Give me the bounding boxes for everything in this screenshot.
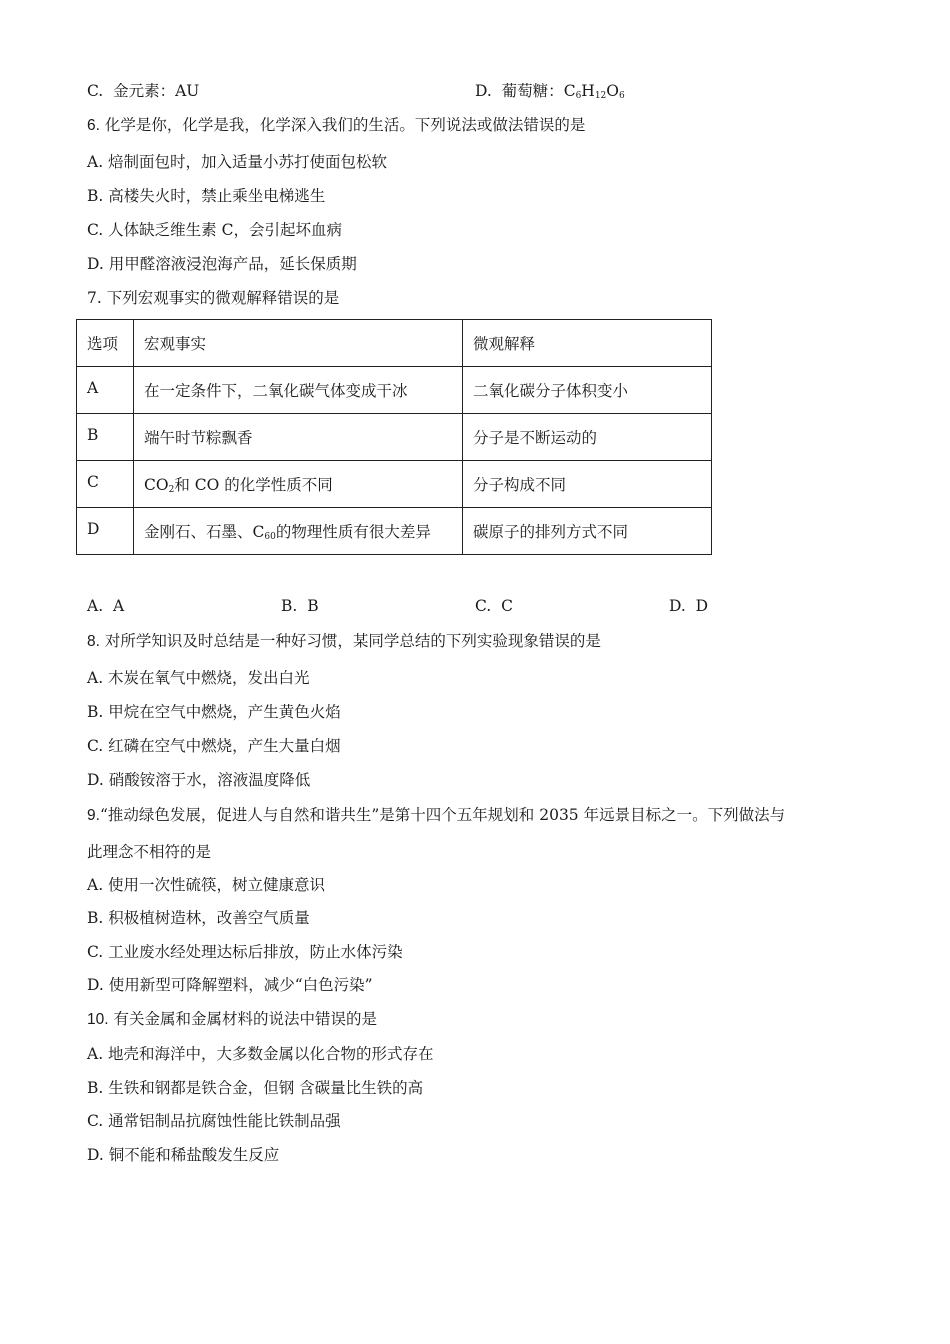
table-cell-option: B [77, 414, 134, 461]
q7-choice-c: C. C [475, 597, 513, 615]
table-header-cell: 宏观事实 [134, 320, 463, 367]
table-cell-fact: 在一定条件下，二氧化碳气体变成干冰 [134, 367, 463, 414]
table-cell-fact: $CO_2$和 CO 的化学性质不同 [134, 461, 463, 508]
table-header-row [77, 320, 712, 367]
table-cell-explanation: 分子构成不同 [463, 461, 712, 508]
q6-option-c: C. 人体缺乏维生素 C，会引起坏血病 [87, 221, 342, 239]
table-cell-option: A [77, 367, 134, 414]
q6-option-b: B. 高楼失火时，禁止乘坐电梯逃生 [87, 187, 326, 205]
q10-stem: 10. 有关金属和金属材料的说法中错误的是 [87, 1010, 378, 1028]
q7-stem: 7. 下列宏观事实的微观解释错误的是 [87, 289, 340, 307]
q8-stem: 8. 对所学知识及时总结是一种好习惯，某同学总结的下列实验现象错误的是 [87, 632, 601, 650]
q10-option-c: C. 通常铝制品抗腐蚀性能比铁制品强 [87, 1112, 341, 1130]
q9-stem: 9.“推动绿色发展，促进人与自然和谐共生”是第十四个五年规划和 2035 年远景目标之一。下列做法与 [87, 806, 786, 824]
q10-option-d: D. 铜不能和稀盐酸发生反应 [87, 1146, 280, 1164]
q9-stem-continued: 此理念不相符的是 [87, 843, 212, 861]
table-header-cell: 微观解释 [463, 320, 712, 367]
q7-table [76, 319, 712, 555]
table-row [77, 508, 712, 555]
q6-option-a: A. 焙制面包时，加入适量小苏打使面包松软 [87, 153, 388, 171]
q10-option-a: A. 地壳和海洋中，大多数金属以化合物的形式存在 [87, 1045, 434, 1063]
q6-stem: 6. 化学是你，化学是我，化学深入我们的生活。下列说法或做法错误的是 [87, 116, 586, 134]
q9-option-b: B. 积极植树造林，改善空气质量 [87, 909, 310, 927]
table-row [77, 367, 712, 414]
q7-choice-b: B. B [281, 597, 319, 615]
q10-option-b: B. 生铁和钢都是铁合金，但钢 含碳量比生铁的高 [87, 1079, 424, 1097]
q7-choice-a: A. A [87, 597, 125, 615]
q9-option-c: C. 工业废水经处理达标后排放，防止水体污染 [87, 943, 403, 961]
table-cell-explanation: 二氧化碳分子体积变小 [463, 367, 712, 414]
table-cell-fact: 端午时节粽飘香 [134, 414, 463, 461]
q8-option-a: A. 木炭在氧气中燃烧，发出白光 [87, 669, 310, 687]
q6-option-d: D. 用甲醛溶液浸泡海产品，延长保质期 [87, 255, 357, 273]
table-cell-option: D [77, 508, 134, 555]
table-cell-option: C [77, 461, 134, 508]
q8-option-b: B. 甲烷在空气中燃烧，产生黄色火焰 [87, 703, 341, 721]
q7-choice-d: D. D [669, 597, 709, 615]
q5-option-c: C. 金元素：AU [87, 82, 200, 100]
q9-option-a: A. 使用一次性硫筷，树立健康意识 [87, 876, 326, 894]
table-cell-explanation: 分子是不断运动的 [463, 414, 712, 461]
q8-option-c: C. 红磷在空气中燃烧，产生大量白烟 [87, 737, 341, 755]
table-row [77, 461, 712, 508]
q8-option-d: D. 硝酸铵溶于水，溶液温度降低 [87, 771, 311, 789]
table-row [77, 414, 712, 461]
table-header-cell: 选项 [77, 320, 134, 367]
q9-option-d: D. 使用新型可降解塑料，减少“白色污染” [87, 976, 373, 994]
table-cell-fact: 金刚石、石墨、$C_{60}$的物理性质有很大差异 [134, 508, 463, 555]
q5-option-d: D. 葡萄糖：$C_6H_{12}O_6$ [475, 82, 625, 101]
table-cell-explanation: 碳原子的排列方式不同 [463, 508, 712, 555]
